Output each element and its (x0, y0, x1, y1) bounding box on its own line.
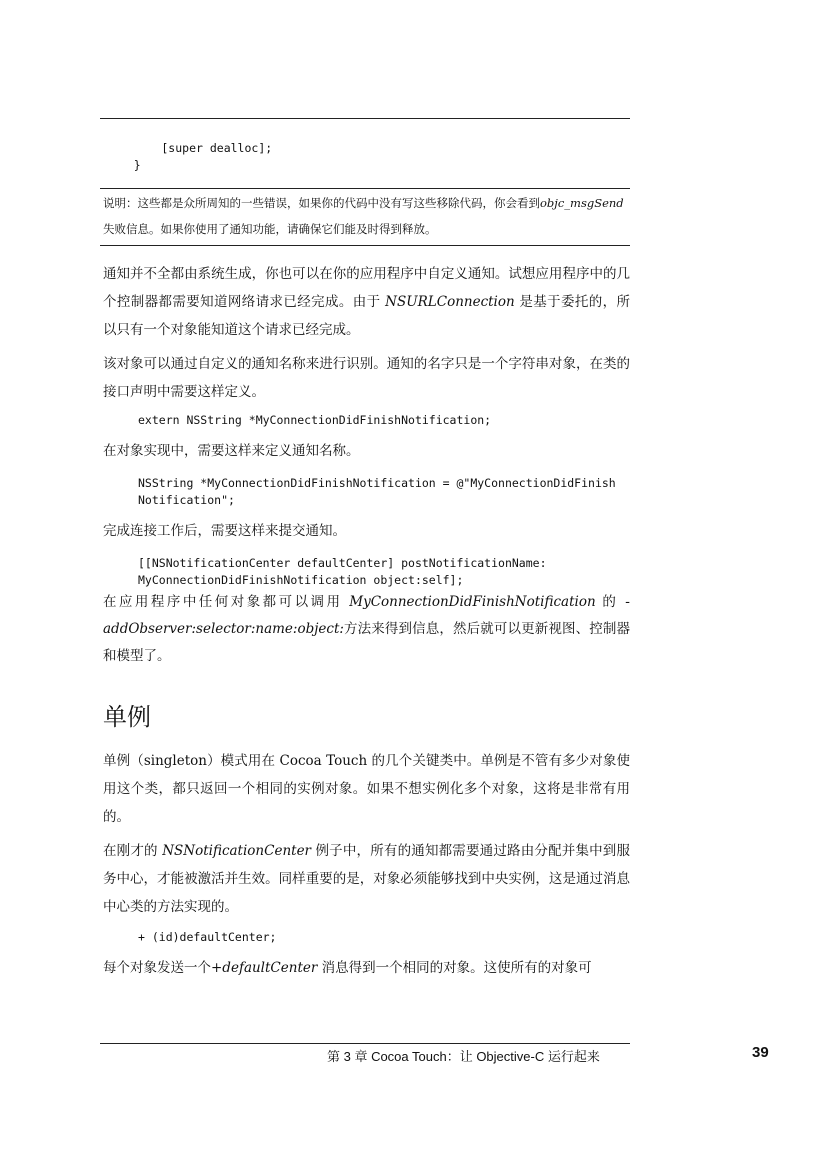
note-text: 说明：这些都是众所周知的一些错误，如果你的代码中没有写这些移除代码，你会看到objc_msgSend 失败信息。如果你使用了通知功能，请确保它们能及时得到释放。 (103, 196, 624, 236)
em-nsurlconnection: NSURLConnection (385, 294, 515, 310)
em-notification-name: MyConnectionDidFinishNotification (349, 594, 596, 610)
footer-rule (100, 1043, 630, 1044)
em-default-center: +defaultCenter (211, 960, 318, 976)
paragraph-notification-center: 在刚才的 NSNotificationCenter 例子中，所有的通知都需要通过路由分配并集中到服务中心，才能被激活并生效。同样重要的是，对象必须能够找到中央实例，这是通过消息中心类的方法实现的。 (103, 843, 630, 915)
note-em-objc-msgsend: objc_msgSend (540, 196, 624, 210)
paragraph-add-observer: 在应用程序中任何对象都可以调用 MyConnectionDidFinishNotification 的 -addObserver:selector:name:object:方法来得到信息，然后就可以更新视图、控制器和模型了。 (103, 594, 630, 664)
paragraph-singleton-intro: 单例（singleton）模式用在 Cocoa Touch 的几个关键类中。单例是不管有多少对象使用这个类，都只返回一个相同的实例对象。如果不想实例化多个对象，这将是非常有用的。 (103, 753, 630, 825)
note-bottom-rule (100, 245, 630, 246)
code-block-nsstring: NSString *MyConnectionDidFinishNotification = @"MyConnectionDidFinish Notification"; (138, 476, 616, 507)
page-number: 39 (752, 1044, 769, 1061)
paragraph-custom-notifications: 通知并不全都由系统生成，你也可以在你的应用程序中自定义通知。试想应用程序中的几个控制器都需要知道网络请求已经完成。由于 NSURLConnection 是基于委托的，所以只有一个对象能知道这个请求已经完成。 (103, 266, 630, 338)
code-block-dealloc: [super dealloc]; } (133, 141, 273, 172)
section-heading-singleton: 单例 (103, 703, 151, 731)
paragraph-post-notification: 完成连接工作后，需要这样来提交通知。 (103, 523, 346, 539)
paragraph-default-center: 每个对象发送一个+defaultCenter 消息得到一个相同的对象。这使所有的对象可 (103, 960, 592, 976)
code-block-post: [[NSNotificationCenter defaultCenter] postNotificationName: MyConnectionDidFinishNotification object:self]; (138, 556, 547, 587)
footer-chapter-title: 第 3 章 Cocoa Touch：让 Objective-C 运行起来 (327, 1049, 600, 1064)
top-rule (100, 118, 630, 119)
em-nsnotificationcenter: NSNotificationCenter (162, 843, 312, 859)
em-add-observer: addObserver:selector:name:object: (103, 621, 344, 637)
code-block-default-center: + (id)defaultCenter; (138, 930, 277, 944)
paragraph-notification-name: 该对象可以通过自定义的通知名称来进行识别。通知的名字只是一个字符串对象，在类的接口声明中需要这样定义。 (103, 356, 630, 400)
note-top-rule (100, 188, 630, 189)
code-block-extern: extern NSString *MyConnectionDidFinishNotification; (138, 413, 492, 427)
paragraph-define-name: 在对象实现中，需要这样来定义通知名称。 (103, 443, 360, 459)
